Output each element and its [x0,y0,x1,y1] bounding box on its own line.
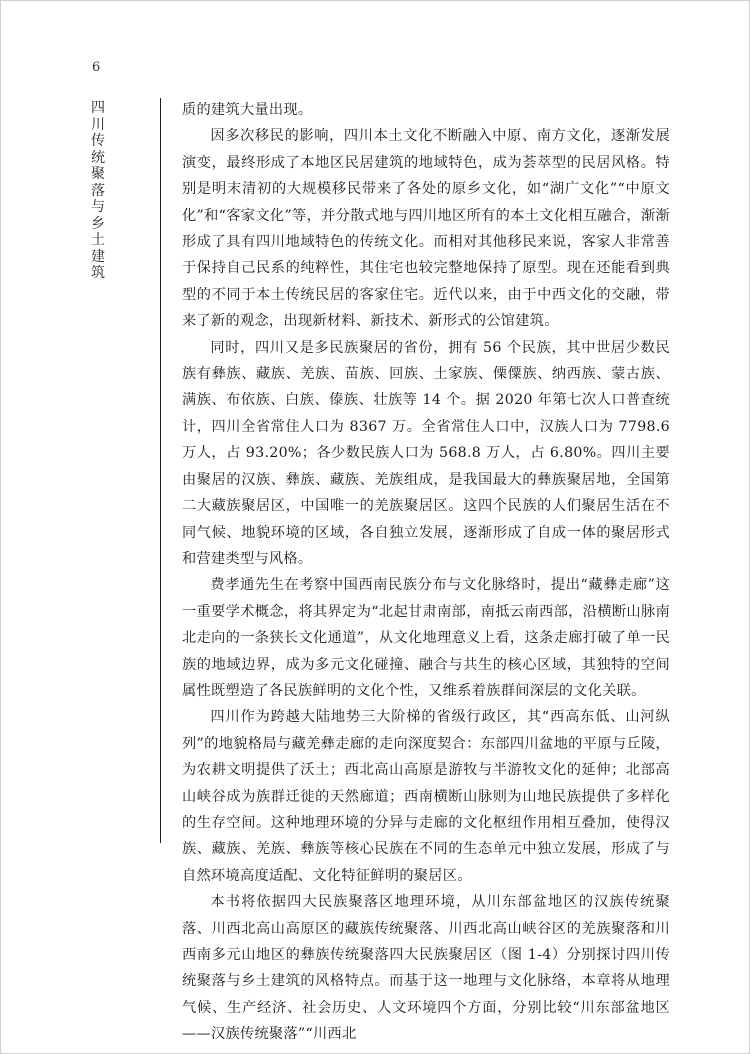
margin-rule [160,98,161,843]
body-text [182,97,670,1048]
paragraph-3: 同时，四川又是多民族聚居的省份，拥有 56 个民族，其中世居少数民族有彝族、藏族、羌族、苗族、回族、土家族、傈僳族、纳西族、蒙古族、满族、布依族、白族、傣族、壮族等 14 个。据 2020 年第七次人口普查统计，四川全省常住人口为 8367 万。全省常住人口中，汉族人口为 7798.6 万人，占 93.20%；各少数民族人口为 568.8 万人，占 6.80%。四川主要由聚居的汉族、彝族、藏族、羌族组成，是我国最大的彝族聚居地，全国第二大藏族聚居区，中国唯一的羌族聚居区。这四个民族的人们聚居生活在不同气候、地貌环境的区域，各自独立发展，逐渐形成了自成一体的聚居形式和营建类型与风格。 [182,339,670,567]
paragraph-5: 四川作为跨越大陆地势三大阶梯的省级行政区，其“西高东低、山河纵列”的地貌格局与藏羌彝走廊的走向深度契合：东部四川盆地的平原与丘陵，为农耕文明提供了沃土；西北高山高原是游牧与半游牧文化的延伸；北部高山峡谷成为族群迁徙的天然廊道；西南横断山脉则为山地民族提供了多样化的生存空间。这种地理环境的分异与走廊的文化枢纽作用相互叠加，使得汉族、藏族、羌族、彝族等核心民族在不同的生态单元中独立发展，形成了与自然环境高度适配、文化特征鲜明的聚居区。 [182,709,670,884]
paragraph-6: 本书将依据四大民族聚落区地理环境，从川东部盆地区的汉族传统聚落、川西北高山高原区的藏族传统聚落、川西北高山峡谷区的羌族聚落和川西南多元山地区的彝族传统聚落四大民族聚居区（图 1-4）分别探讨四川传统聚落与乡土建筑的风格特点。而基于这一地理与文化脉络，本章将从地理气候、生产经济、社会历史、人文环境四个方面，分别比较“川东部盆地区——汉族传统聚落”“川西北 [182,894,670,1043]
running-title: 四川传统聚落与乡土建筑 [91,100,105,281]
page-number: 6 [92,60,101,75]
paragraph-4: 费孝通先生在考察中国西南民族分布与文化脉络时，提出“藏彝走廊”这一重要学术概念，将其界定为“北起甘肃南部，南抵云南西部，沿横断山脉南北走向的一条狭长文化通道”，从文化地理意义上看，这条走廊打破了单一民族的地域边界，成为多元文化碰撞、融合与共生的核心区域，其独特的空间属性既塑造了各民族鲜明的文化个性，又维系着族群间深层的文化关联。 [182,577,670,699]
paragraph-1: 质的建筑大量出现。 [182,102,313,118]
paragraph-2: 因多次移民的影响，四川本土文化不断融入中原、南方文化，逐渐发展演变，最终形成了本地区民居建筑的地域特色，成为荟萃型的民居风格。特别是明末清初的大规模移民带来了各处的原乡文化，如“湖广文化”“中原文化”和“客家文化”等，并分散式地与四川地区所有的本土文化相互融合，渐渐形成了具有四川地域特色的传统文化。而相对其他移民来说，客家人非常善于保持自己民系的纯粹性，其住宅也较完整地保持了原型。现在还能看到典型的不同于本土传统民居的客家住宅。近代以来，由于中西文化的交融，带来了新的观念，出现新材料、新技术、新形式的公馆建筑。 [182,128,670,330]
